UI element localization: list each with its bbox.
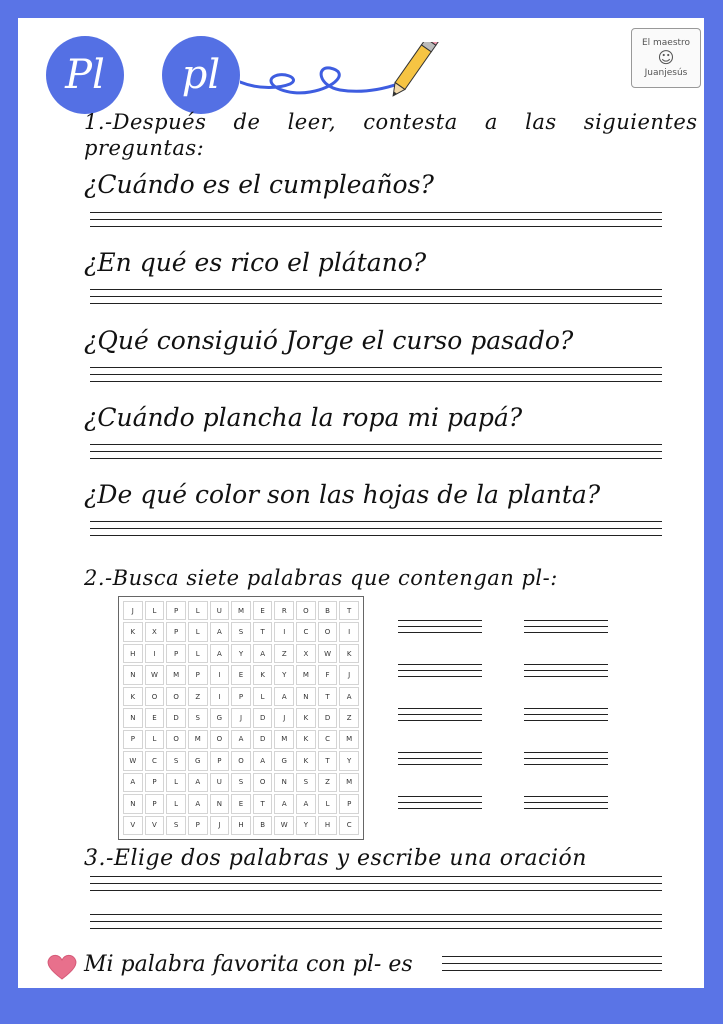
word-search-cell: P — [166, 644, 186, 663]
word-search-cell: L — [318, 794, 338, 813]
word-search-cell: K — [296, 730, 316, 749]
logo-face-icon: ☺ — [657, 48, 675, 68]
word-search-cell: H — [123, 644, 143, 663]
word-search-cell: J — [231, 708, 251, 727]
word-search-cell: O — [166, 730, 186, 749]
worksheet-page — [18, 18, 704, 988]
word-search-cell: W — [145, 665, 165, 684]
word-search-cell: M — [339, 773, 359, 792]
word-search-cell: N — [123, 665, 143, 684]
word-line — [398, 708, 482, 726]
word-search-cell: T — [253, 622, 273, 641]
word-search-cell: I — [210, 687, 230, 706]
word-search-cell: X — [145, 622, 165, 641]
word-search-cell: J — [123, 601, 143, 620]
word-search-cell: C — [296, 622, 316, 641]
word-search-cell: J — [339, 665, 359, 684]
word-search-cell: M — [274, 730, 294, 749]
sentence-lines-2 — [90, 914, 662, 935]
word-search-cell: I — [339, 622, 359, 641]
word-search-cell: E — [231, 794, 251, 813]
word-search-cell: O — [253, 773, 273, 792]
word-search-cell: W — [123, 751, 143, 770]
favorite-word-label: Mi palabra favorita con pl- es — [84, 952, 413, 977]
word-search-cell: L — [253, 687, 273, 706]
word-search-cell: K — [123, 687, 143, 706]
word-search-cell: L — [145, 601, 165, 620]
word-search-cell: D — [253, 730, 273, 749]
word-search-cell: O — [210, 730, 230, 749]
word-search-cell: A — [274, 687, 294, 706]
word-search-cell: A — [253, 644, 273, 663]
word-search-cell: K — [296, 751, 316, 770]
word-search-cell: N — [123, 794, 143, 813]
word-search-cell: K — [339, 644, 359, 663]
word-search-cell: P — [188, 816, 208, 835]
pencil-swirl-icon — [240, 42, 450, 104]
word-search-cell: P — [123, 730, 143, 749]
word-search-cell: Z — [318, 773, 338, 792]
word-search-cell: A — [188, 773, 208, 792]
word-search-cell: M — [188, 730, 208, 749]
word-search-cell: A — [188, 794, 208, 813]
word-search-cell: M — [339, 730, 359, 749]
word-search-cell: A — [123, 773, 143, 792]
word-search-cell: P — [339, 794, 359, 813]
answer-lines-1 — [90, 212, 662, 233]
word-search-cell: N — [274, 773, 294, 792]
lowercase-pl-badge — [162, 36, 240, 114]
word-search-cell: D — [253, 708, 273, 727]
word-search-cell: Z — [339, 708, 359, 727]
word-search-cell: V — [145, 816, 165, 835]
word-search-cell: V — [123, 816, 143, 835]
sentence-lines-1 — [90, 876, 662, 897]
answer-lines-2 — [90, 289, 662, 310]
word-search-cell: L — [145, 730, 165, 749]
word-search-cell: O — [166, 687, 186, 706]
author-logo — [631, 28, 701, 88]
word-line — [524, 752, 608, 770]
word-search-cell: T — [339, 601, 359, 620]
word-search-cell: G — [210, 708, 230, 727]
word-search-grid — [118, 596, 364, 840]
word-search-cell: K — [296, 708, 316, 727]
favorite-word-lines — [442, 956, 662, 977]
word-line — [524, 664, 608, 682]
word-search-cell: O — [318, 622, 338, 641]
word-search-cell: W — [318, 644, 338, 663]
word-search-cell: D — [318, 708, 338, 727]
word-search-cell: I — [274, 622, 294, 641]
word-search-cell: S — [188, 708, 208, 727]
word-search-cell: S — [296, 773, 316, 792]
word-search-cell: I — [145, 644, 165, 663]
word-search-cell: E — [253, 601, 273, 620]
word-search-cell: J — [210, 816, 230, 835]
word-search-cell: N — [123, 708, 143, 727]
word-search-cell: L — [188, 644, 208, 663]
word-search-cell: Y — [274, 665, 294, 684]
word-search-cell: M — [296, 665, 316, 684]
section3-title: 3.-Elige dos palabras y escribe una oración — [84, 846, 587, 871]
question-4: ¿Cuándo plancha la ropa mi papá? — [84, 403, 523, 432]
word-line — [398, 664, 482, 682]
word-search-cell: M — [166, 665, 186, 684]
word-search-cell: A — [210, 644, 230, 663]
word-line — [524, 620, 608, 638]
word-line — [398, 752, 482, 770]
word-search-cell: C — [339, 816, 359, 835]
word-search-cell: E — [231, 665, 251, 684]
word-line — [398, 796, 482, 814]
word-search-cell: X — [296, 644, 316, 663]
answer-lines-3 — [90, 367, 662, 388]
word-search-cell: Z — [274, 644, 294, 663]
word-line — [398, 620, 482, 638]
word-search-cell: T — [318, 751, 338, 770]
word-line — [524, 708, 608, 726]
word-search-cell: G — [274, 751, 294, 770]
question-3: ¿Qué consiguió Jorge el curso pasado? — [84, 326, 574, 355]
word-search-cell: A — [210, 622, 230, 641]
word-search-cell: Y — [231, 644, 251, 663]
word-search-cell: H — [318, 816, 338, 835]
word-search-cell: B — [318, 601, 338, 620]
word-search-cell: H — [231, 816, 251, 835]
word-search-cell: L — [188, 622, 208, 641]
word-search-cell: P — [166, 622, 186, 641]
word-search-cell: O — [231, 751, 251, 770]
word-search-cell: P — [145, 773, 165, 792]
word-search-cell: R — [274, 601, 294, 620]
uppercase-pl-badge — [46, 36, 124, 114]
question-5: ¿De qué color son las hojas de la planta? — [84, 480, 601, 509]
word-search-cell: U — [210, 773, 230, 792]
word-search-cell: J — [274, 708, 294, 727]
word-search-cell: T — [253, 794, 273, 813]
word-search-cell: O — [145, 687, 165, 706]
word-search-cell: K — [123, 622, 143, 641]
word-search-cell: L — [188, 601, 208, 620]
word-search-cell: S — [231, 622, 251, 641]
question-1: ¿Cuándo es el cumpleaños? — [84, 170, 434, 199]
word-search-cell: W — [274, 816, 294, 835]
word-search-cell: Y — [296, 816, 316, 835]
word-search-cell: A — [253, 751, 273, 770]
word-search-cell: A — [296, 794, 316, 813]
word-search-cell: P — [188, 665, 208, 684]
word-search-cell: I — [210, 665, 230, 684]
word-search-cell: Z — [188, 687, 208, 706]
word-search-cell: C — [145, 751, 165, 770]
word-search-cell: E — [145, 708, 165, 727]
word-search-cell: C — [318, 730, 338, 749]
logo-line-1: El maestro — [641, 37, 691, 48]
word-search-cell: P — [210, 751, 230, 770]
word-search-cell: D — [166, 708, 186, 727]
word-search-cell: T — [318, 687, 338, 706]
word-search-cell: S — [166, 816, 186, 835]
word-search-cell: G — [188, 751, 208, 770]
word-search-cell: U — [210, 601, 230, 620]
uppercase-pl-text: Pl — [65, 52, 105, 98]
word-search-cell: L — [166, 794, 186, 813]
word-search-cell: Y — [339, 751, 359, 770]
section2-title: 2.-Busca siete palabras que contengan pl-: — [84, 566, 558, 590]
section1-title-line2: preguntas: — [84, 136, 205, 160]
word-search-cell: P — [166, 601, 186, 620]
word-search-cell: L — [166, 773, 186, 792]
word-search-cell: A — [339, 687, 359, 706]
section1-title-line1: 1.-Después de leer, contesta a las siguientes — [84, 110, 698, 134]
word-search-cell: M — [231, 601, 251, 620]
lowercase-pl-text: pl — [181, 52, 221, 98]
heart-icon — [46, 953, 78, 981]
answer-lines-5 — [90, 521, 662, 542]
word-search-cell: N — [210, 794, 230, 813]
word-search-cell: B — [253, 816, 273, 835]
word-search-cell: S — [166, 751, 186, 770]
word-search-cell: A — [274, 794, 294, 813]
word-search-cell: P — [231, 687, 251, 706]
word-line — [524, 796, 608, 814]
word-search-cell: N — [296, 687, 316, 706]
logo-line-2: Juanjesús — [644, 67, 688, 78]
word-search-cell: S — [231, 773, 251, 792]
word-search-cell: F — [318, 665, 338, 684]
answer-lines-4 — [90, 444, 662, 465]
word-search-cell: P — [145, 794, 165, 813]
question-2: ¿En qué es rico el plátano? — [84, 248, 427, 277]
word-search-cell: K — [253, 665, 273, 684]
word-search-cell: O — [296, 601, 316, 620]
word-search-cell: A — [231, 730, 251, 749]
